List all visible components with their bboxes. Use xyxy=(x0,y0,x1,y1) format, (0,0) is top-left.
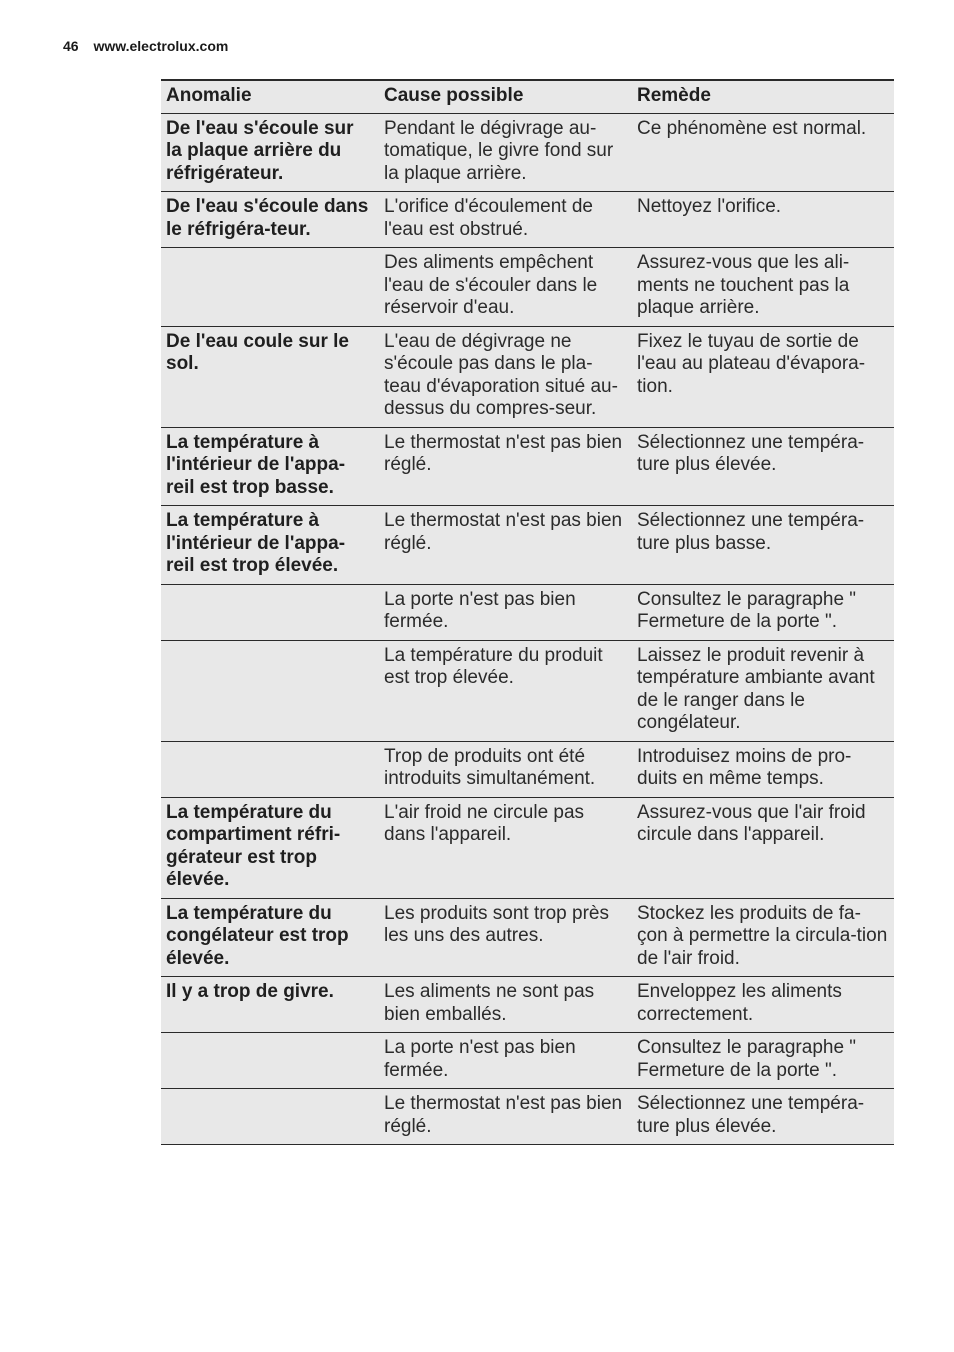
table-row xyxy=(161,248,894,327)
cause-cell: Le thermostat n'est pas bien réglé. xyxy=(379,427,632,506)
table-row xyxy=(161,427,894,506)
cause-cell: La température du produit est trop élevée. xyxy=(379,640,632,741)
remedy-cell: Sélectionnez une tempéra-ture plus élevée. xyxy=(632,427,894,506)
remedy-cell: Nettoyez l'orifice. xyxy=(632,192,894,248)
remedy-cell: Introduisez moins de pro-duits en même temps. xyxy=(632,741,894,797)
anomaly-cell xyxy=(161,584,379,640)
remedy-cell: Assurez-vous que les ali-ments ne touchent pas la plaque arrière. xyxy=(632,248,894,327)
table-row xyxy=(161,584,894,640)
cause-cell: Pendant le dégivrage au-tomatique, le givre fond sur la plaque arrière. xyxy=(379,113,632,192)
column-header-remedy: Remède xyxy=(632,80,894,113)
remedy-cell: Stockez les produits de fa-çon à permettre la circula-tion de l'air froid. xyxy=(632,898,894,977)
cause-cell: La porte n'est pas bien fermée. xyxy=(379,584,632,640)
remedy-cell: Consultez le paragraphe " Fermeture de la porte ". xyxy=(632,584,894,640)
anomaly-cell xyxy=(161,1089,379,1145)
troubleshooting-table xyxy=(161,79,894,1145)
cause-cell: Le thermostat n'est pas bien réglé. xyxy=(379,506,632,585)
column-header-cause: Cause possible xyxy=(379,80,632,113)
table-row xyxy=(161,326,894,427)
anomaly-cell: Il y a trop de givre. xyxy=(161,977,379,1033)
cause-cell: Les aliments ne sont pas bien emballés. xyxy=(379,977,632,1033)
remedy-cell: Sélectionnez une tempéra-ture plus élevée. xyxy=(632,1089,894,1145)
cause-cell: La porte n'est pas bien fermée. xyxy=(379,1033,632,1089)
anomaly-cell: De l'eau s'écoule sur la plaque arrière du réfrigérateur. xyxy=(161,113,379,192)
table-row xyxy=(161,1033,894,1089)
table-row xyxy=(161,797,894,898)
anomaly-cell: La température du compartiment réfri-gérateur est trop élevée. xyxy=(161,797,379,898)
table-row xyxy=(161,506,894,585)
table-header-row xyxy=(161,80,894,113)
cause-cell: L'air froid ne circule pas dans l'appareil. xyxy=(379,797,632,898)
column-header-anomaly: Anomalie xyxy=(161,80,379,113)
anomaly-cell xyxy=(161,741,379,797)
page-number: 46 xyxy=(63,38,79,54)
table-row xyxy=(161,1089,894,1145)
remedy-cell: Assurez-vous que l'air froid circule dans l'appareil. xyxy=(632,797,894,898)
table-row xyxy=(161,113,894,192)
table-row xyxy=(161,977,894,1033)
remedy-cell: Sélectionnez une tempéra-ture plus basse. xyxy=(632,506,894,585)
cause-cell: Des aliments empêchent l'eau de s'écouler dans le réservoir d'eau. xyxy=(379,248,632,327)
remedy-cell: Fixez le tuyau de sortie de l'eau au plateau d'évapora-tion. xyxy=(632,326,894,427)
cause-cell: Les produits sont trop près les uns des autres. xyxy=(379,898,632,977)
anomaly-cell xyxy=(161,640,379,741)
remedy-cell: Ce phénomène est normal. xyxy=(632,113,894,192)
anomaly-cell: La température du congélateur est trop élevée. xyxy=(161,898,379,977)
remedy-cell: Consultez le paragraphe " Fermeture de la porte ". xyxy=(632,1033,894,1089)
table-row xyxy=(161,898,894,977)
website-link[interactable]: www.electrolux.com xyxy=(93,38,229,54)
anomaly-cell: La température à l'intérieur de l'appa-reil est trop basse. xyxy=(161,427,379,506)
remedy-cell: Laissez le produit revenir à température ambiante avant de le ranger dans le congélateur. xyxy=(632,640,894,741)
anomaly-cell: La température à l'intérieur de l'appa-reil est trop élevée. xyxy=(161,506,379,585)
table-row xyxy=(161,640,894,741)
anomaly-cell xyxy=(161,1033,379,1089)
anomaly-cell: De l'eau s'écoule dans le réfrigéra-teur. xyxy=(161,192,379,248)
table-row xyxy=(161,192,894,248)
cause-cell: Trop de produits ont été introduits simultanément. xyxy=(379,741,632,797)
cause-cell: L'orifice d'écoulement de l'eau est obstrué. xyxy=(379,192,632,248)
page-header xyxy=(63,38,228,54)
remedy-cell: Enveloppez les aliments correctement. xyxy=(632,977,894,1033)
cause-cell: Le thermostat n'est pas bien réglé. xyxy=(379,1089,632,1145)
anomaly-cell: De l'eau coule sur le sol. xyxy=(161,326,379,427)
table-row xyxy=(161,741,894,797)
cause-cell: L'eau de dégivrage ne s'écoule pas dans le pla-teau d'évaporation situé au-dessus du compres-seur. xyxy=(379,326,632,427)
anomaly-cell xyxy=(161,248,379,327)
